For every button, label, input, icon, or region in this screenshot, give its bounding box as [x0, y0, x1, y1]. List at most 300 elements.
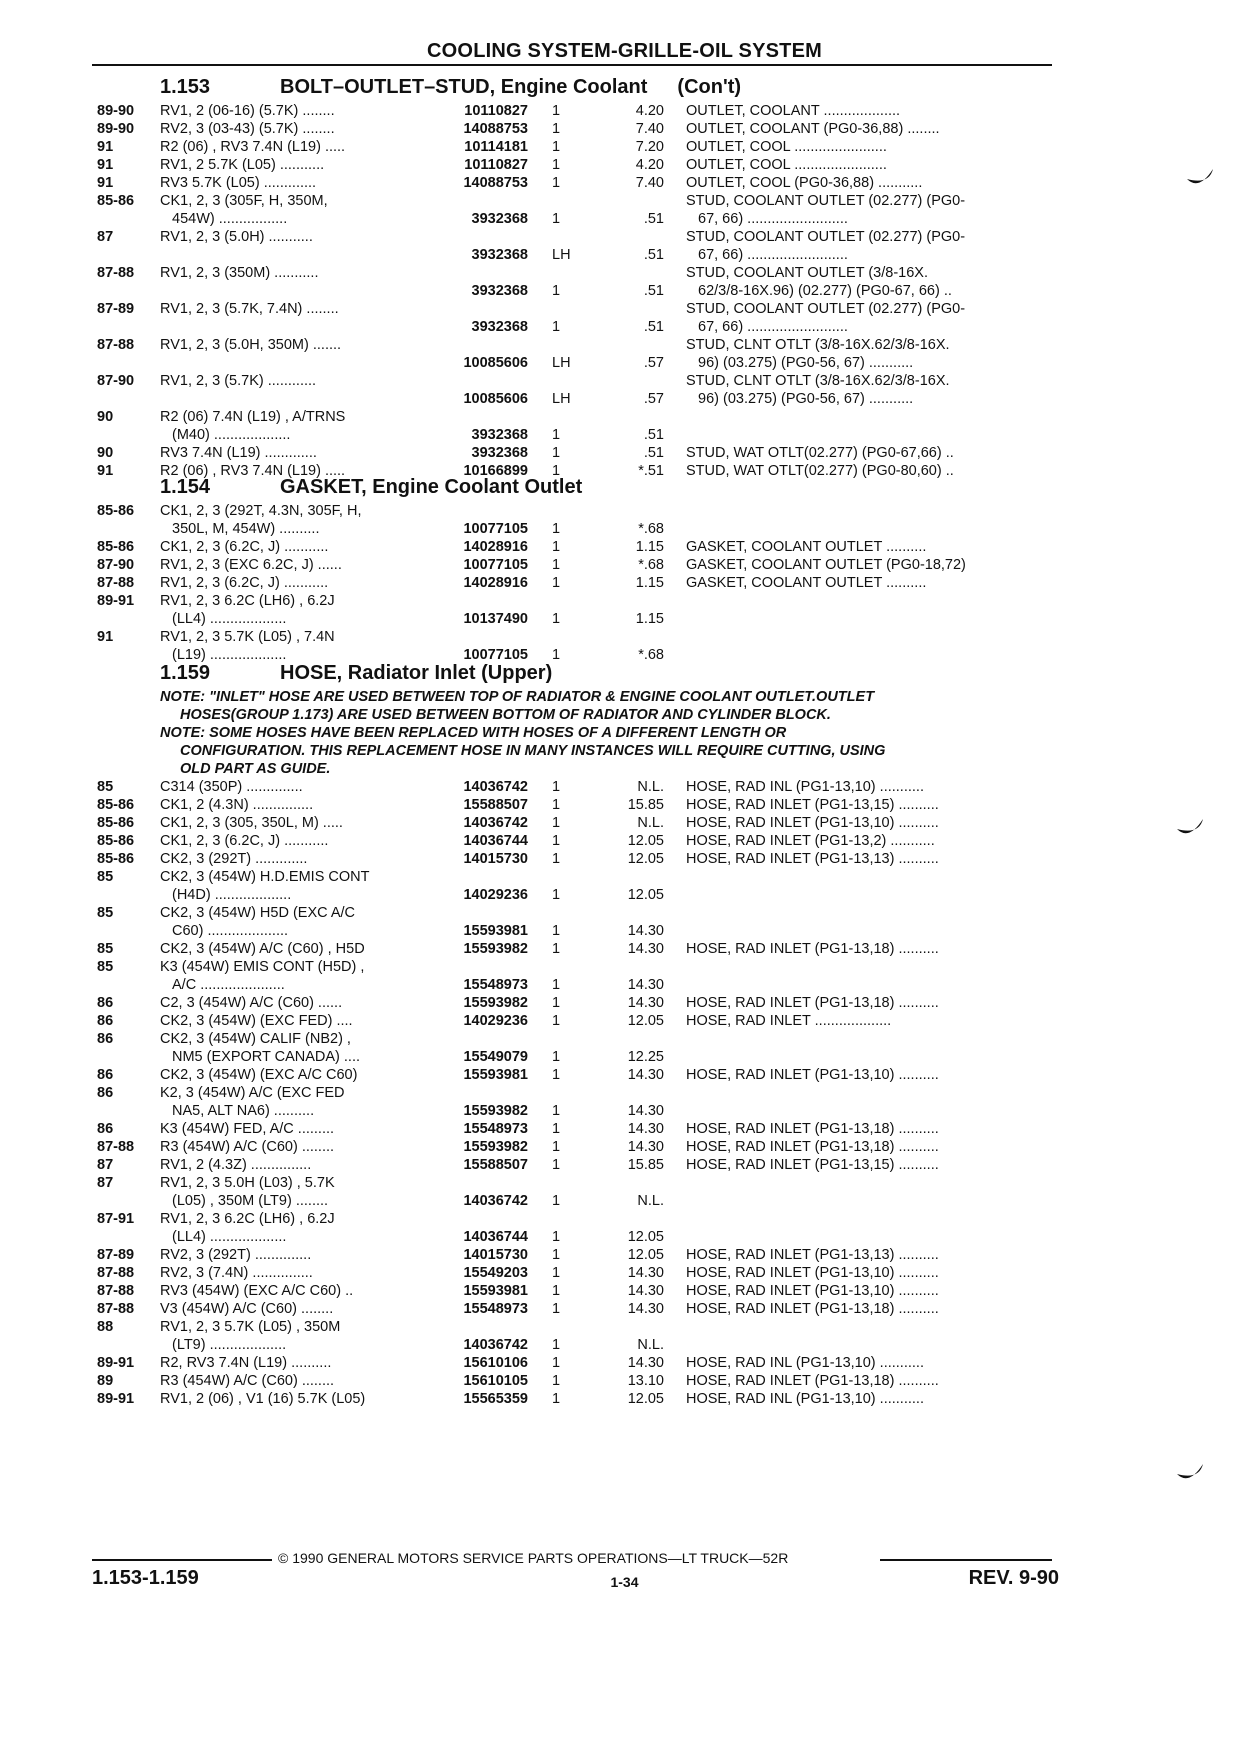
table-row	[0, 556, 1249, 574]
model-year: 85-86	[97, 503, 135, 519]
application	[160, 174, 440, 192]
part-number: 15593982	[463, 1103, 528, 1119]
application	[160, 1282, 440, 1300]
note-text: HOSES(GROUP 1.173) ARE USED BETWEEN BOTTOM OF RADIATOR AND CYLINDER BLOCK.	[180, 707, 831, 723]
price: 14.30	[627, 1265, 664, 1281]
description-line-continued: 67, 66) .........................	[698, 319, 848, 335]
part-number: 10077105	[463, 647, 528, 663]
application-line-continued: C60) ....................	[172, 923, 289, 939]
page-group-range: 1.153-1.159	[92, 1567, 199, 1589]
application-line: R2, RV3 7.4N (L19) ..........	[160, 1355, 332, 1371]
section-number: 1.159	[160, 662, 211, 684]
application-line: RV2, 3 (292T) ..............	[160, 1247, 312, 1263]
quantity: 1	[552, 211, 561, 227]
table-row	[0, 1066, 1249, 1084]
application-line: K3 (454W) EMIS CONT (H5D) ,	[160, 959, 365, 975]
price: 12.05	[627, 1229, 664, 1245]
price: 12.05	[627, 833, 664, 849]
description	[686, 1120, 1054, 1138]
application-line-continued: NA5, ALT NA6) ..........	[172, 1103, 315, 1119]
model-year: 89-90	[97, 121, 135, 137]
description-line: GASKET, COOLANT OUTLET (PG0-18,72)	[686, 557, 966, 573]
price: 14.30	[627, 941, 664, 957]
model-year: 91	[97, 157, 114, 173]
price: 4.20	[635, 103, 664, 119]
table-row	[0, 372, 1249, 408]
description	[686, 796, 1054, 814]
model-year: 87-88	[97, 575, 135, 591]
application-line: RV3 5.7K (L05) .............	[160, 175, 317, 191]
price: *.68	[638, 557, 664, 573]
model-year: 85	[97, 941, 114, 957]
application	[160, 1012, 440, 1030]
table-row	[0, 336, 1249, 372]
description-line: HOSE, RAD INLET ...................	[686, 1013, 892, 1029]
model-year: 87-88	[97, 1301, 135, 1317]
model-year: 85	[97, 779, 114, 795]
application	[160, 408, 440, 443]
model-year: 87-90	[97, 373, 135, 389]
application-line: CK2, 3 (454W) H5D (EXC A/C	[160, 905, 355, 921]
price: 14.30	[627, 1067, 664, 1083]
price: *.51	[638, 463, 664, 479]
quantity: 1	[552, 557, 561, 573]
description	[686, 1138, 1054, 1156]
quantity: 1	[552, 977, 561, 993]
part-number: 15549203	[463, 1265, 528, 1281]
description	[686, 138, 1054, 156]
part-number: 3932368	[471, 427, 528, 443]
price: 14.30	[627, 1283, 664, 1299]
application-line: C314 (350P) ..............	[160, 779, 303, 795]
table-row	[0, 868, 1249, 904]
application-line: RV1, 2, 3 5.0H (L03) , 5.7K	[160, 1175, 335, 1191]
model-year: 85-86	[97, 851, 135, 867]
section-number: 1.154	[160, 476, 211, 498]
application-line: CK1, 2, 3 (305, 350L, M) .....	[160, 815, 343, 831]
application-line: CK1, 2, 3 (305F, H, 350M,	[160, 193, 328, 209]
quantity: 1	[552, 1103, 561, 1119]
application	[160, 264, 440, 282]
model-year: 86	[97, 995, 114, 1011]
header-rule	[92, 64, 1052, 66]
application-line: R3 (454W) A/C (C60) ........	[160, 1373, 335, 1389]
application	[160, 814, 440, 832]
description-line: STUD, CLNT OTLT (3/8-16X.62/3/8-16X.	[686, 337, 950, 353]
model-year: 85	[97, 905, 114, 921]
quantity: 1	[552, 923, 561, 939]
price: .57	[643, 355, 664, 371]
part-number: 10114181	[464, 139, 528, 155]
description-line: HOSE, RAD INLET (PG1-13,18) ..........	[686, 941, 939, 957]
part-number: 10166899	[463, 463, 528, 479]
application	[160, 592, 440, 627]
application	[160, 192, 440, 227]
application-line-continued: NM5 (EXPORT CANADA) ....	[172, 1049, 360, 1065]
description-line: HOSE, RAD INLET (PG1-13,10) ..........	[686, 815, 939, 831]
application-line: RV1, 2, 3 (5.0H) ...........	[160, 229, 313, 245]
quantity: 1	[552, 1139, 561, 1155]
table-row	[0, 1354, 1249, 1372]
revision-label: REV. 9-90	[968, 1567, 1059, 1589]
table-row	[0, 444, 1249, 462]
application	[160, 574, 440, 592]
description-line: GASKET, COOLANT OUTLET ..........	[686, 539, 927, 555]
application	[160, 1300, 440, 1318]
table-row	[0, 264, 1249, 300]
description-line: OUTLET, COOLANT (PG0-36,88) ........	[686, 121, 940, 137]
part-number: 10077105	[463, 521, 528, 537]
description	[686, 814, 1054, 832]
application-line: CK1, 2, 3 (292T, 4.3N, 305F, H,	[160, 503, 362, 519]
application	[160, 538, 440, 556]
price: 14.30	[627, 1355, 664, 1371]
table-row	[0, 1030, 1249, 1066]
part-number: 14028916	[463, 539, 528, 555]
price: 7.20	[635, 139, 664, 155]
application	[160, 832, 440, 850]
description-line: HOSE, RAD INL (PG1-13,10) ...........	[686, 1391, 924, 1407]
price: N.L.	[637, 1193, 664, 1209]
application-line-continued: 454W) .................	[172, 211, 288, 227]
description-line: HOSE, RAD INLET (PG1-13,18) ..........	[686, 995, 939, 1011]
application-line: RV1, 2, 3 (5.0H, 350M) .......	[160, 337, 342, 353]
application-line: CK2, 3 (454W) A/C (C60) , H5D	[160, 941, 365, 957]
part-number: 15565359	[463, 1391, 528, 1407]
application-line: RV1, 2, 3 (6.2C, J) ...........	[160, 575, 329, 591]
model-year: 89	[97, 1373, 114, 1389]
table-row	[0, 574, 1249, 592]
section-note	[160, 688, 1060, 706]
price: 15.85	[627, 1157, 664, 1173]
quantity: 1	[552, 283, 561, 299]
part-number: 14029236	[463, 887, 528, 903]
application	[160, 556, 440, 574]
footer-rule-left	[92, 1559, 272, 1561]
punch-mark	[1185, 165, 1215, 189]
table-row	[0, 408, 1249, 444]
application-line: RV1, 2, 3 6.2C (LH6) , 6.2J	[160, 1211, 335, 1227]
price: *.68	[638, 521, 664, 537]
description	[686, 832, 1054, 850]
part-number: 3932368	[471, 247, 528, 263]
price: .57	[643, 391, 664, 407]
description-line: HOSE, RAD INLET (PG1-13,10) ..........	[686, 1067, 939, 1083]
application-line-continued: 350L, M, 454W) ..........	[172, 521, 320, 537]
description	[686, 1264, 1054, 1282]
description-line: HOSE, RAD INL (PG1-13,10) ...........	[686, 779, 924, 795]
quantity: 1	[552, 157, 561, 173]
model-year: 89-91	[97, 1355, 135, 1371]
note-text: OLD PART AS GUIDE.	[180, 761, 331, 777]
description-line: HOSE, RAD INLET (PG1-13,18) ..........	[686, 1373, 939, 1389]
part-number: 15548973	[463, 1301, 528, 1317]
application	[160, 628, 440, 663]
part-number: 15588507	[463, 1157, 528, 1173]
model-year: 85-86	[97, 193, 135, 209]
application-line: CK2, 3 (454W) (EXC FED) ....	[160, 1013, 353, 1029]
price: 4.20	[635, 157, 664, 173]
price: .51	[643, 427, 664, 443]
application-line-continued: (LL4) ...................	[172, 611, 287, 627]
table-row	[0, 1174, 1249, 1210]
quantity: 1	[552, 647, 561, 663]
quantity: 1	[552, 1157, 561, 1173]
model-year: 88	[97, 1319, 114, 1335]
part-number: 10077105	[463, 557, 528, 573]
table-row	[0, 300, 1249, 336]
description	[686, 1282, 1054, 1300]
description-line: HOSE, RAD INLET (PG1-13,10) ..........	[686, 1283, 939, 1299]
section-title: GASKET, Engine Coolant Outlet	[280, 476, 583, 498]
part-number: 14036744	[463, 1229, 528, 1245]
price: 1.15	[635, 575, 664, 591]
part-number: 10085606	[463, 355, 528, 371]
application-line-continued: (LL4) ...................	[172, 1229, 287, 1245]
application	[160, 444, 440, 462]
table-row	[0, 120, 1249, 138]
quantity: 1	[552, 121, 561, 137]
model-year: 87-88	[97, 337, 135, 353]
application	[160, 994, 440, 1012]
application-line-continued: A/C .....................	[172, 977, 285, 993]
table-row	[0, 1390, 1249, 1408]
model-year: 91	[97, 463, 114, 479]
quantity: 1	[552, 575, 561, 591]
punch-mark	[1175, 815, 1205, 839]
description-line: OUTLET, COOL .......................	[686, 157, 887, 173]
application-line: RV1, 2 (06) , V1 (16) 5.7K (L05)	[160, 1391, 366, 1407]
application-line: CK2, 3 (292T) .............	[160, 851, 308, 867]
model-year: 87-88	[97, 1265, 135, 1281]
price: 14.30	[627, 1121, 664, 1137]
description-line-continued: 62/3/8-16X.96) (02.277) (PG0-67, 66) ..	[698, 283, 952, 299]
application-line-continued: (L19) ...................	[172, 647, 287, 663]
application-line: RV1, 2 (4.3Z) ...............	[160, 1157, 312, 1173]
description-line: STUD, WAT OTLT(02.277) (PG0-80,60) ..	[686, 463, 954, 479]
table-row	[0, 814, 1249, 832]
model-year: 89-91	[97, 593, 135, 609]
table-row	[0, 1120, 1249, 1138]
section-suffix: (Con't)	[677, 76, 742, 98]
quantity: 1	[552, 1337, 561, 1353]
page-title: COOLING SYSTEM-GRILLE-OIL SYSTEM	[427, 40, 822, 62]
application-line: R2 (06) , RV3 7.4N (L19) .....	[160, 463, 346, 479]
table-row	[0, 994, 1249, 1012]
section-header	[160, 76, 741, 99]
price: 1.15	[635, 611, 664, 627]
model-year: 87-89	[97, 301, 135, 317]
application-line: K3 (454W) FED, A/C .........	[160, 1121, 335, 1137]
description-line: OUTLET, COOL .......................	[686, 139, 887, 155]
application	[160, 904, 440, 939]
table-row	[0, 904, 1249, 940]
table-row	[0, 1246, 1249, 1264]
part-number: 15593981	[463, 1067, 528, 1083]
application	[160, 1030, 440, 1065]
quantity: LH	[552, 391, 571, 407]
description	[686, 940, 1054, 958]
description	[686, 1300, 1054, 1318]
model-year: 91	[97, 629, 114, 645]
model-year: 86	[97, 1013, 114, 1029]
application	[160, 138, 440, 156]
price: 1.15	[635, 539, 664, 555]
description	[686, 372, 1054, 407]
part-number: 14015730	[463, 1247, 528, 1263]
quantity: 1	[552, 427, 561, 443]
description-line: GASKET, COOLANT OUTLET ..........	[686, 575, 927, 591]
application	[160, 228, 440, 246]
application-line: K2, 3 (454W) A/C (EXC FED	[160, 1085, 345, 1101]
model-year: 85-86	[97, 833, 135, 849]
quantity: LH	[552, 247, 571, 263]
description	[686, 556, 1054, 574]
part-number: 14088753	[463, 175, 528, 191]
part-number: 3932368	[471, 211, 528, 227]
note-text: CONFIGURATION. THIS REPLACEMENT HOSE IN MANY INSTANCES WILL REQUIRE CUTTING, USING	[180, 743, 886, 759]
table-row	[0, 1084, 1249, 1120]
section-title: BOLT–OUTLET–STUD, Engine Coolant	[280, 76, 648, 98]
part-number: 14036742	[463, 815, 528, 831]
description-line-continued: 67, 66) .........................	[698, 211, 848, 227]
application	[160, 940, 440, 958]
application-line: C2, 3 (454W) A/C (C60) ......	[160, 995, 343, 1011]
price: 14.30	[627, 1139, 664, 1155]
application	[160, 778, 440, 796]
application-line: CK1, 2, 3 (6.2C, J) ...........	[160, 539, 329, 555]
table-row	[0, 778, 1249, 796]
price: 7.40	[635, 175, 664, 191]
description-line: OUTLET, COOL (PG0-36,88) ...........	[686, 175, 923, 191]
quantity: 1	[552, 139, 561, 155]
description	[686, 1354, 1054, 1372]
quantity: 1	[552, 887, 561, 903]
part-number: 3932368	[471, 445, 528, 461]
description	[686, 120, 1054, 138]
quantity: 1	[552, 833, 561, 849]
application-line: RV2, 3 (7.4N) ...............	[160, 1265, 313, 1281]
table-row	[0, 958, 1249, 994]
description-line: HOSE, RAD INLET (PG1-13,18) ..........	[686, 1121, 939, 1137]
description-line: HOSE, RAD INLET (PG1-13,15) ..........	[686, 797, 939, 813]
table-row	[0, 1264, 1249, 1282]
table-row	[0, 174, 1249, 192]
description	[686, 192, 1054, 227]
application	[160, 958, 440, 993]
price: 13.10	[627, 1373, 664, 1389]
application-line: RV1, 2, 3 5.7K (L05) , 7.4N	[160, 629, 335, 645]
model-year: 85	[97, 959, 114, 975]
model-year: 91	[97, 175, 114, 191]
application-line-continued: (LT9) ...................	[172, 1337, 287, 1353]
model-year: 89-91	[97, 1391, 135, 1407]
description-line-continued: 96) (03.275) (PG0-56, 67) ...........	[698, 355, 914, 371]
description-line: HOSE, RAD INL (PG1-13,10) ...........	[686, 1355, 924, 1371]
description	[686, 228, 1054, 263]
price: .51	[643, 319, 664, 335]
section-note	[160, 706, 1060, 724]
part-number: 15593982	[463, 941, 528, 957]
application-line: R2 (06) 7.4N (L19) , A/TRNS	[160, 409, 346, 425]
section-header	[160, 476, 582, 499]
part-number: 10085606	[463, 391, 528, 407]
quantity: 1	[552, 1193, 561, 1209]
table-row	[0, 592, 1249, 628]
description	[686, 850, 1054, 868]
price: 14.30	[627, 995, 664, 1011]
description	[686, 444, 1054, 462]
application-line: R2 (06) , RV3 7.4N (L19) .....	[160, 139, 346, 155]
section-title: HOSE, Radiator Inlet (Upper)	[280, 662, 553, 684]
quantity: 1	[552, 1067, 561, 1083]
quantity: 1	[552, 611, 561, 627]
price: 12.05	[627, 1391, 664, 1407]
price: 12.25	[627, 1049, 664, 1065]
description	[686, 174, 1054, 192]
price: *.68	[638, 647, 664, 663]
model-year: 85-86	[97, 815, 135, 831]
description	[686, 300, 1054, 335]
application	[160, 850, 440, 868]
application	[160, 1120, 440, 1138]
part-number: 14036742	[463, 779, 528, 795]
footer-rule-right	[880, 1559, 1052, 1561]
table-row	[0, 940, 1249, 958]
section-note	[160, 760, 1060, 778]
table-row	[0, 1372, 1249, 1390]
application	[160, 868, 440, 903]
application-line-continued: (H4D) ...................	[172, 887, 292, 903]
application-line: RV1, 2, 3 (5.7K, 7.4N) ........	[160, 301, 339, 317]
application	[160, 1264, 440, 1282]
description-line: HOSE, RAD INLET (PG1-13,10) ..........	[686, 1265, 939, 1281]
part-number: 10110827	[464, 103, 528, 119]
table-row	[0, 1318, 1249, 1354]
application-line: CK2, 3 (454W) CALIF (NB2) ,	[160, 1031, 351, 1047]
quantity: 1	[552, 1355, 561, 1371]
quantity: LH	[552, 355, 571, 371]
description-line: STUD, COOLANT OUTLET (02.277) (PG0-	[686, 193, 966, 209]
price: 12.05	[627, 1247, 664, 1263]
application-line: RV1, 2, 3 (5.7K) ............	[160, 373, 317, 389]
description-line: HOSE, RAD INLET (PG1-13,18) ..........	[686, 1301, 939, 1317]
part-number: 3932368	[471, 283, 528, 299]
description-line: HOSE, RAD INLET (PG1-13,18) ..........	[686, 1139, 939, 1155]
table-row	[0, 1138, 1249, 1156]
application	[160, 796, 440, 814]
description-line: HOSE, RAD INLET (PG1-13,2) ...........	[686, 833, 935, 849]
part-number: 14036744	[463, 833, 528, 849]
description-line: STUD, CLNT OTLT (3/8-16X.62/3/8-16X.	[686, 373, 950, 389]
quantity: 1	[552, 941, 561, 957]
price: 14.30	[627, 923, 664, 939]
table-row	[0, 1012, 1249, 1030]
table-row	[0, 538, 1249, 556]
application-line: CK1, 2, 3 (6.2C, J) ...........	[160, 833, 329, 849]
application	[160, 1210, 440, 1245]
table-row	[0, 156, 1249, 174]
description	[686, 156, 1054, 174]
part-number: 14015730	[463, 851, 528, 867]
application	[160, 1084, 440, 1119]
model-year: 87-91	[97, 1211, 135, 1227]
page-number: 1-34	[610, 1574, 639, 1590]
table-row	[0, 1210, 1249, 1246]
model-year: 91	[97, 139, 114, 155]
price: 12.05	[627, 851, 664, 867]
part-number: 15549079	[463, 1049, 528, 1065]
